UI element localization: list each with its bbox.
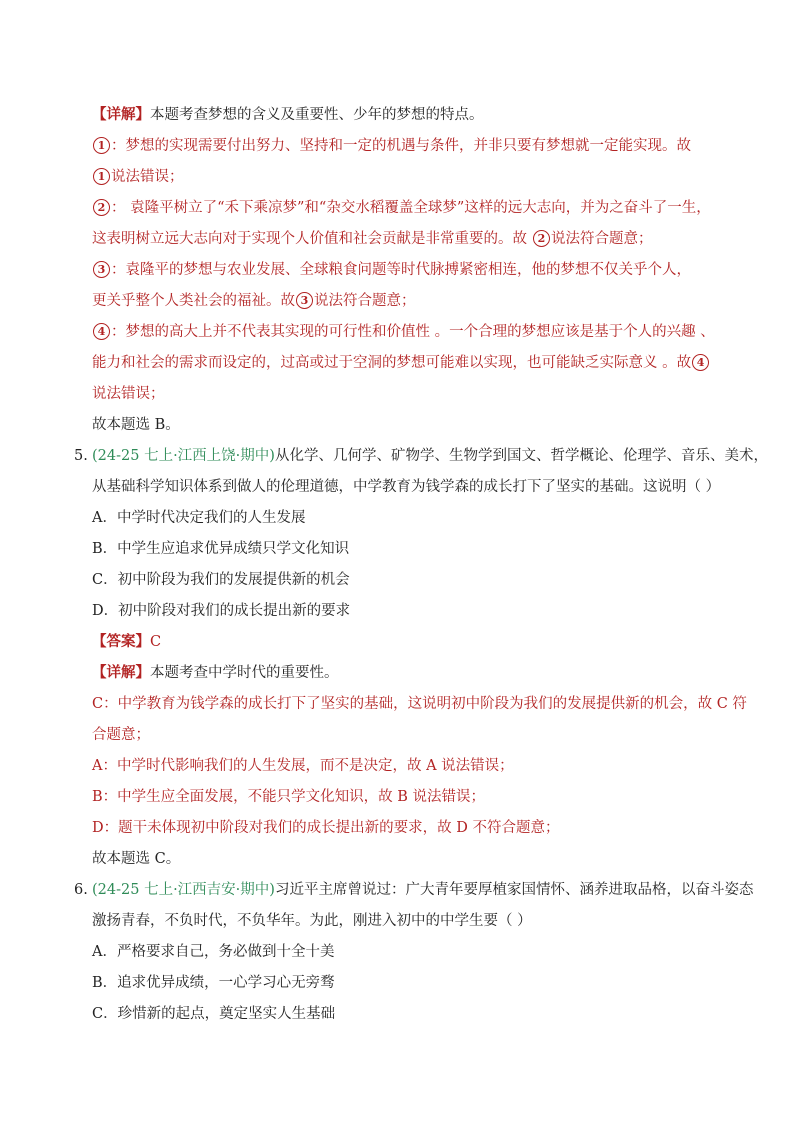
q5-analysis-1: [74, 688, 747, 719]
analysis-text: 更关乎整个人类社会的福祉。故: [92, 292, 295, 309]
question-stem: 从化学、几何学、矿物学、生物学到国文、哲学概论、伦理学、音乐、美术，: [274, 447, 768, 464]
detail-tag: 【详解】: [92, 663, 150, 681]
option-text: C．珍惜新的起点，奠定坚实人生基础: [92, 1005, 336, 1022]
q4-item-4-line-3: [74, 378, 734, 409]
analysis-text: A：中学时代影响我们的人生发展，而不是决定，故 A 说法错误；: [92, 757, 514, 774]
q6-option-a: [74, 936, 734, 967]
q5-option-d: [74, 595, 734, 626]
conclusion-text: 故本题选 B。: [92, 416, 180, 433]
q6-option-b: [74, 967, 734, 998]
circled-number: 3: [93, 261, 110, 278]
option-text: B．追求优异成绩，一心学习心无旁骛: [92, 974, 335, 991]
answer-tag: 【答案】: [92, 632, 150, 650]
q4-item-2-line-2: [74, 223, 734, 254]
q6-stem-line-1: [74, 874, 754, 905]
circled-number: 3: [296, 292, 313, 309]
q5-option-c: [74, 564, 734, 595]
analysis-text: 说法错误；: [111, 168, 184, 185]
circled-number: 1: [93, 168, 110, 185]
q5-option-b: [74, 533, 734, 564]
circled-number: 2: [533, 230, 550, 247]
analysis-text: 这表明树立远大志向对于实现个人价值和社会贡献是非常重要的。故: [92, 230, 527, 247]
q5-conclusion: [74, 843, 734, 874]
option-text: D．初中阶段对我们的成长提出新的要求: [92, 602, 351, 619]
analysis-text: 说法符合题意；: [314, 292, 416, 309]
question-stem: 从基础科学知识体系到做人的伦理道德，中学教育为钱学森的成长打下了坚实的基础。这说明（ ）: [92, 478, 721, 495]
question-source: (24-25 七上·江西吉安·期中): [92, 881, 275, 898]
q6-stem-line-2: [74, 905, 734, 936]
analysis-text: ：袁隆平的梦想与农业发展、全球粮食问题等时代脉搏紧密相连，他的梦想不仅关乎个人，: [111, 261, 691, 278]
q5-stem-line-2: [74, 471, 734, 502]
option-text: C．初中阶段为我们的发展提供新的机会: [92, 571, 350, 588]
analysis-text: 说法符合题意；: [551, 230, 653, 247]
circled-number: 2: [93, 199, 110, 216]
q4-detail-text: 本题考查梦想的含义及重要性、少年的梦想的特点。: [150, 106, 484, 123]
q4-item-2-line-1: [74, 192, 734, 223]
q4-item-4-line-2: [74, 347, 734, 378]
circled-number: 4: [93, 323, 110, 340]
q5-detail: [74, 657, 734, 688]
circled-number: 4: [692, 354, 709, 371]
q4-item-3-line-1: [74, 254, 734, 285]
q4-detail: [74, 99, 734, 130]
q4-item-1-line-2: [74, 161, 734, 192]
page-content: [74, 99, 768, 1029]
option-text: A．中学时代决定我们的人生发展: [92, 509, 306, 526]
q4-item-4-line-1: [74, 316, 734, 347]
question-stem: 激扬青春，不负时代，不负华年。为此，刚进入初中的中学生要（ ）: [92, 912, 532, 929]
q5-analysis-2: [74, 719, 734, 750]
analysis-text: ：梦想的实现需要付出努力、坚持和一定的机遇与条件，并非只要有梦想就一定能实现。故: [111, 137, 691, 154]
q4-item-1-line-1: [74, 130, 734, 161]
analysis-text: 能力和社会的需求而设定的，过高或过于空洞的梦想可能难以实现，也可能缺乏实际意义 。故: [92, 354, 692, 371]
analysis-text: C：中学教育为钱学森的成长打下了坚实的基础，这说明初中阶段为我们的发展提供新的机会，故 C 符: [92, 695, 747, 712]
analysis-text: ： 袁隆平树立了“禾下乘凉梦”和“杂交水稻覆盖全球梦”这样的远大志向，并为之奋斗了一生，: [111, 199, 711, 216]
answer-value: C: [150, 633, 162, 650]
q5-analysis-3: [74, 750, 734, 781]
option-text: A．严格要求自己，务必做到十全十美: [92, 943, 335, 960]
q4-conclusion: [74, 409, 734, 440]
analysis-text: ：梦想的高大上并不代表其实现的可行性和价值性 。一个合理的梦想应该是基于个人的兴趣 、: [111, 323, 715, 340]
q5-answer: [74, 626, 734, 657]
question-number: 5.: [74, 447, 88, 464]
analysis-text: 说法错误；: [92, 385, 165, 402]
circled-number: 1: [93, 137, 110, 154]
q5-analysis-5: [74, 812, 734, 843]
q6-option-c: [74, 998, 734, 1029]
detail-text: 本题考查中学时代的重要性。: [150, 664, 339, 681]
q5-option-a: [74, 502, 734, 533]
question-number: 6.: [74, 881, 88, 898]
question-stem: 习近平主席曾说过：广大青年要厚植家国情怀、涵养进取品格，以奋斗姿态: [274, 881, 754, 898]
q4-detail-tag: 【详解】: [92, 105, 150, 123]
option-text: B．中学生应追求优异成绩只学文化知识: [92, 540, 350, 557]
analysis-text: 合题意；: [92, 726, 150, 743]
q5-stem-line-1: [74, 440, 768, 471]
analysis-text: B：中学生应全面发展，不能只学文化知识，故 B 说法错误；: [92, 788, 486, 805]
q5-analysis-4: [74, 781, 734, 812]
analysis-text: D：题干未体现初中阶段对我们的成长提出新的要求，故 D 不符合题意；: [92, 819, 560, 836]
conclusion-text: 故本题选 C。: [92, 850, 181, 867]
question-source: (24-25 七上·江西上饶·期中): [92, 447, 275, 464]
q4-item-3-line-2: [74, 285, 734, 316]
